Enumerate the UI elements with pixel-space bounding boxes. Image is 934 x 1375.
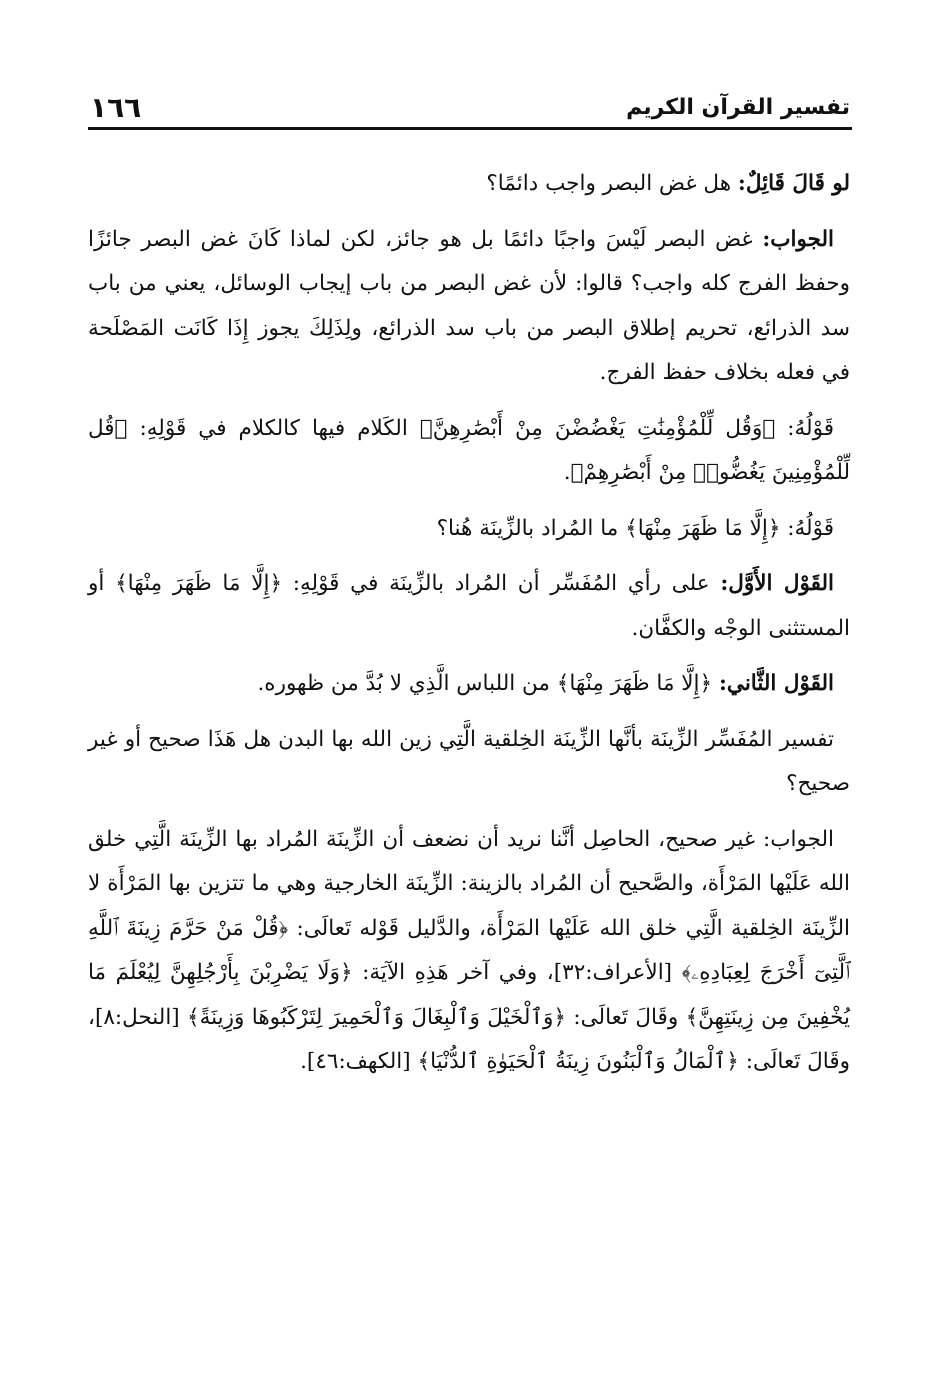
paragraph-text: ﴿إِلَّا مَا ظَهَرَ مِنْهَا﴾ من اللباس الَّذِي لا بُدَّ من ظهوره. xyxy=(257,671,719,696)
paragraph-text: تفسير المُفَسِّر الزِّينَة بأنَّها الزِّينَة الخِلقية الَّتِي زين الله بها البدن هل هَذَا صحيح أو غير صحيح؟ xyxy=(88,726,850,796)
paragraph-text: هل غض البصر واجب دائمًا؟ xyxy=(486,171,738,196)
paragraph-final-answer xyxy=(88,818,850,1085)
paragraph-question xyxy=(88,162,850,207)
paragraph-lead: لو قَالَ قَائِلٌ: xyxy=(737,171,850,196)
paragraph-text: قَوْلُهُ: ﴿إِلَّا مَا ظَهَرَ مِنْهَا﴾ ما المُراد بالزِّينَة هُنا؟ xyxy=(436,515,834,541)
paragraph-verse-comment xyxy=(88,407,850,496)
paragraph-text: الجواب: غير صحيح، الحاصِل أنَّنا نريد أن نضعف أن الزِّينَة المُراد بها الزِّينَة الَّتِي خلق الله عَلَيْها المَرْأَة، والصَّحيح أن المُراد بالزينة: الزِّينَة الخارجية وهي ما تتزين بها المَرْأَة لا الزِّينَة الخِلقية الَّتِي خلق الله عَلَيْها المَرْأَة، والدَّليل قَوْله تَعالَى: ﴿قُلْ مَنْ حَرَّمَ زِينَةَ ٱللَّهِ ٱلَّتِىٓ أَخْرَجَ لِعِبَادِهِۦ﴾ [الأعراف:٣٢]، وفي آخر هَذِهِ الآيَة: ﴿وَلَا يَضْرِبْنَ بِأَرْجُلِهِنَّ لِيُعْلَمَ مَا يُخْفِينَ مِن زِينَتِهِنَّ﴾ وقَالَ تَعالَى: ﴿وَٱلْخَيْلَ وَٱلْبِغَالَ وَٱلْحَمِيرَ لِتَرْكَبُوهَا وَزِينَةً﴾ [النحل:٨]، وقَالَ تَعالَى: ﴿ٱلْمَالُ وَٱلْبَنُونَ زِينَةُ ٱلْحَيَوٰةِ ٱلدُّنْيَا﴾ [الكهف:٤٦]. xyxy=(88,826,850,1074)
paragraph-second-opinion xyxy=(88,662,850,707)
header-rule xyxy=(88,127,852,130)
running-title: تفسير القرآن الكريم xyxy=(626,95,850,120)
paragraph-lead: القَوْل الثَّاني: xyxy=(718,671,834,696)
paragraph-answer xyxy=(88,218,850,396)
paragraph-tafsir-question xyxy=(88,718,850,807)
paragraph-first-opinion xyxy=(88,562,850,651)
paragraph-lead: القَوْل الأَوَّل: xyxy=(720,571,834,596)
paragraph-text: غض البصر لَيْسَ واجبًا دائمًا بل هو جائز، لكن لماذا كَانَ غض البصر جائزًا وحفظ الفرج كله واجب؟ قالوا: لأن غض البصر من باب إيجاب الوسائل، يعني من باب سد الذرائع، تحريم إطلاق البصر من باب سد الذرائع، ولِذَلِكَ يجوز إِذَا كَانَت المَصْلَحة في فعله بخلاف حفظ الفرج. xyxy=(88,226,850,385)
paragraph-text: قَوْلُهُ: ﴿وَقُل لِّلْمُؤْمِنَٰتِ يَغْضُضْنَ مِنْ أَبْصَٰرِهِنَّ﴾ الكَلام فيها كالكلام في قَوْلِهِ: ﴿قُل لِّلْمُؤْمِنِينَ يَغُضُّوا۟ مِنْ أَبْصَٰرِهِمْ﴾. xyxy=(88,415,850,485)
page-body xyxy=(88,162,850,1096)
paragraph-text: على رأي المُفَسِّر أن المُراد بالزِّينَة في قَوْلِهِ: ﴿إِلَّا مَا ظَهَرَ مِنْهَا﴾ أو المستثنى الوجْه والكفَّان. xyxy=(88,571,850,641)
page-header xyxy=(90,88,850,126)
paragraph-zeenah-question xyxy=(88,507,850,552)
page-number: ١٦٦ xyxy=(90,91,142,124)
paragraph-lead: الجواب: xyxy=(762,226,834,252)
